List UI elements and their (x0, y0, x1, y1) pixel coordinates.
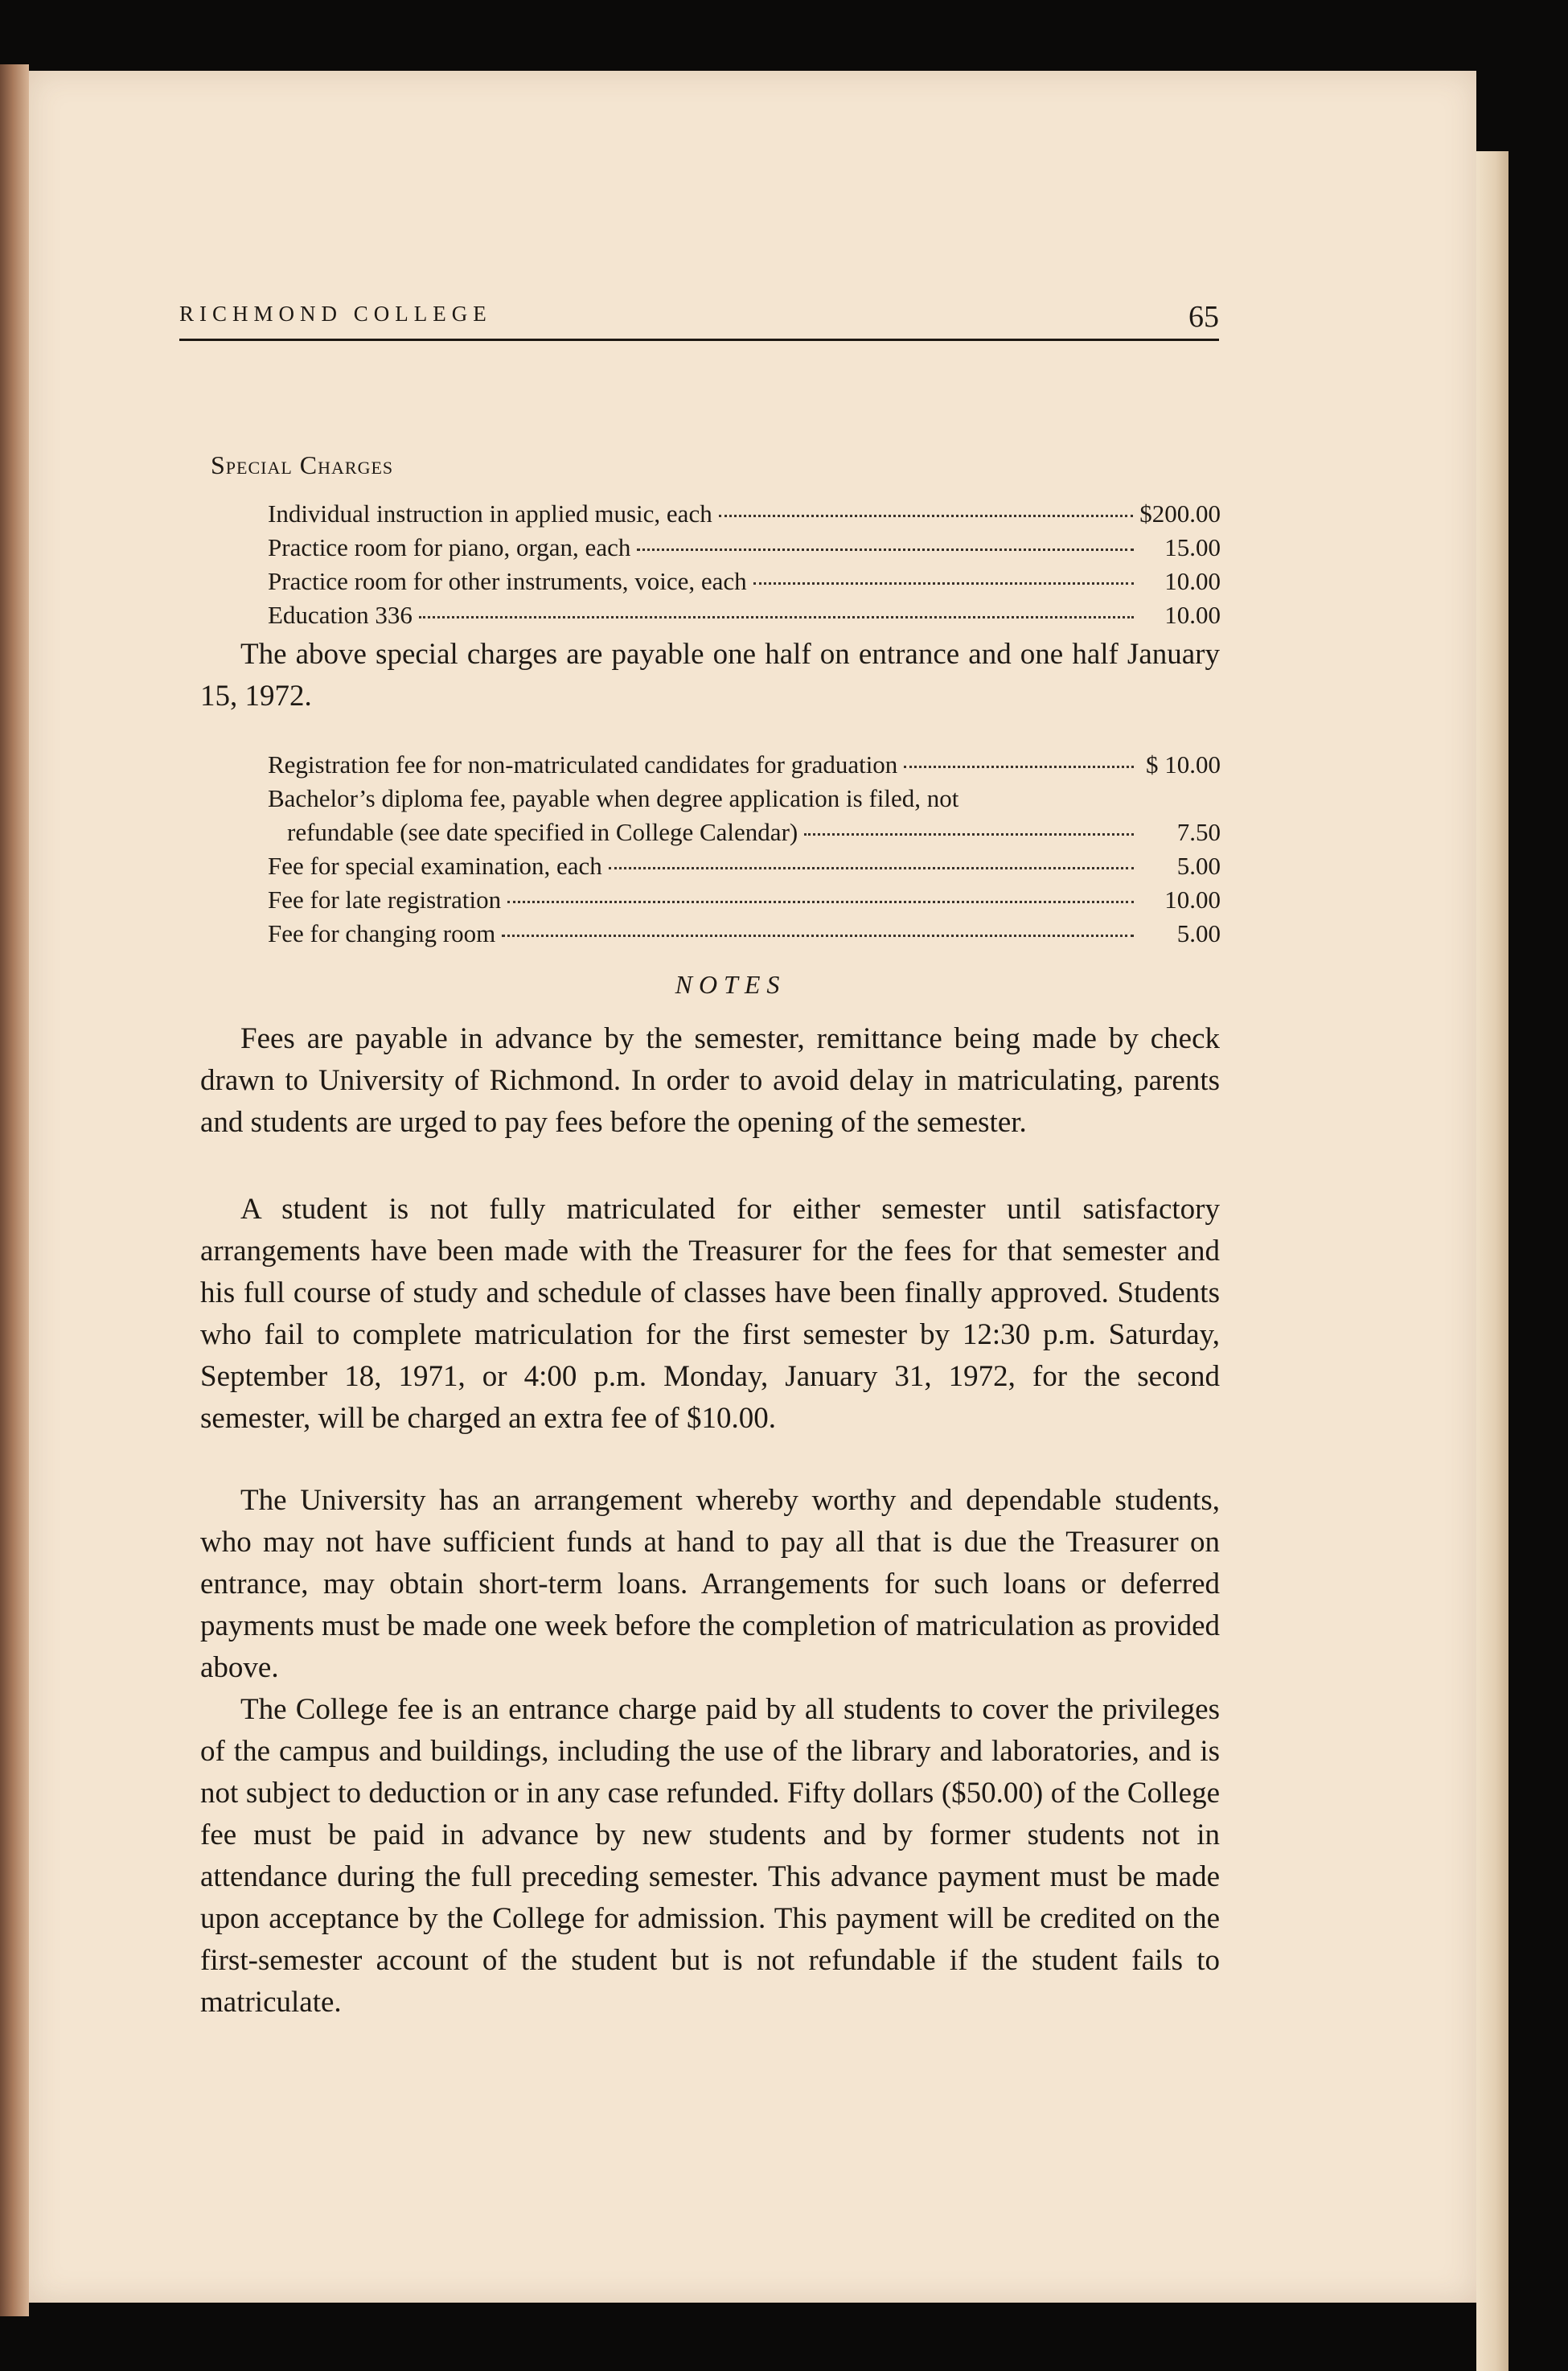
special-charges-note: The above special charges are payable one half on entrance and one half January 15, 1972. (200, 638, 1220, 713)
fee-description: Practice room for other instruments, voice, each (268, 567, 747, 595)
leader-dots (904, 766, 1134, 768)
fee-description: Fee for special examination, each (268, 852, 602, 880)
other-fees-table (268, 748, 1221, 951)
fee-amount: $ 10.00 (1146, 750, 1221, 779)
fee-description: Fee for changing room (268, 919, 496, 947)
fee-amount: 7.50 (1176, 818, 1221, 846)
page-number: 65 (1188, 300, 1219, 334)
fee-row (268, 917, 1221, 951)
notes-paragraph: A student is not fully matriculated for either semester until satisfactory arrangements have been made with the Treasurer for the fees for that semester and his full course of study and schedule of classes have been finally approved. Students who fail to complete matriculation for the first semester by 12:30 p.m. Saturday, September 18, 1971, or 4:00 p.m. Monday, January 31, 1972, for the second semester, will be charged an extra fee of $10.00. (200, 1193, 1220, 1435)
leader-dots (502, 935, 1134, 937)
section-heading: Special Charges (211, 450, 394, 479)
fee-amount: 10.00 (1164, 567, 1221, 595)
fee-amount: 5.00 (1176, 919, 1221, 947)
book-page (29, 71, 1476, 2303)
fee-row (268, 565, 1221, 598)
fee-description: Individual instruction in applied music, each (268, 499, 712, 528)
notes-paragraph: The College fee is an entrance charge paid by all students to cover the privileges of the campus and buildings, including the use of the library and laboratories, and is not subject to deduction or in any case refunded. Fifty dollars ($50.00) of the College fee must be paid in advance by new students and by former students not in attendance during the full preceding semester. This advance payment must be made upon acceptance by the College for admission. This payment will be credited on the first-semester account of the student but is not refundable if the student fails to matriculate. (200, 1693, 1220, 2019)
fee-amount: 10.00 (1164, 886, 1221, 914)
leader-dots (719, 515, 1134, 517)
fee-row (268, 531, 1221, 565)
leader-dots (507, 901, 1134, 903)
fee-description: Registration fee for non-matriculated candidates for graduation (268, 750, 898, 779)
book-left-edge (0, 64, 29, 2316)
fee-description: Education 336 (268, 601, 413, 629)
leader-dots (804, 833, 1134, 836)
fee-description-continued: refundable (see date specified in College Calendar) (287, 818, 798, 846)
leader-dots (637, 549, 1134, 551)
notes-paragraph: Fees are payable in advance by the semester, remittance being made by check drawn to University of Richmond. In order to avoid delay in matriculating, parents and students are urged to pay fees before the opening of the semester. (200, 1022, 1220, 1139)
notes-heading: NOTES (675, 970, 786, 999)
header-rule (179, 339, 1219, 341)
fee-description: Practice room for piano, organ, each (268, 533, 631, 561)
fee-row (268, 598, 1221, 632)
leader-dots (419, 616, 1134, 618)
fee-row (268, 497, 1221, 531)
fee-row (268, 748, 1221, 782)
running-head (179, 281, 1219, 341)
running-title: RICHMOND COLLEGE (179, 302, 492, 326)
page-right-edge (1476, 151, 1508, 2371)
fee-amount: 15.00 (1164, 533, 1221, 561)
special-charges-table (268, 497, 1221, 632)
fee-amount: 5.00 (1176, 852, 1221, 880)
leader-dots (609, 867, 1134, 869)
fee-amount: $200.00 (1139, 499, 1221, 528)
fee-row (268, 849, 1221, 883)
fee-description: Fee for late registration (268, 886, 502, 914)
notes-paragraph: The University has an arrangement whereby worthy and dependable students, who may not have sufficient funds at hand to pay all that is due the Treasurer on entrance, may obtain short-term loans. Arrangements for such loans or deferred payments must be made one week before the completion of matriculation as provided above. (200, 1484, 1220, 1684)
leader-dots (753, 582, 1134, 585)
fee-row (268, 782, 1221, 849)
fee-row (268, 883, 1221, 917)
fee-amount: 10.00 (1164, 601, 1221, 629)
fee-description: Bachelor’s diploma fee, payable when degree application is filed, not (268, 784, 959, 812)
